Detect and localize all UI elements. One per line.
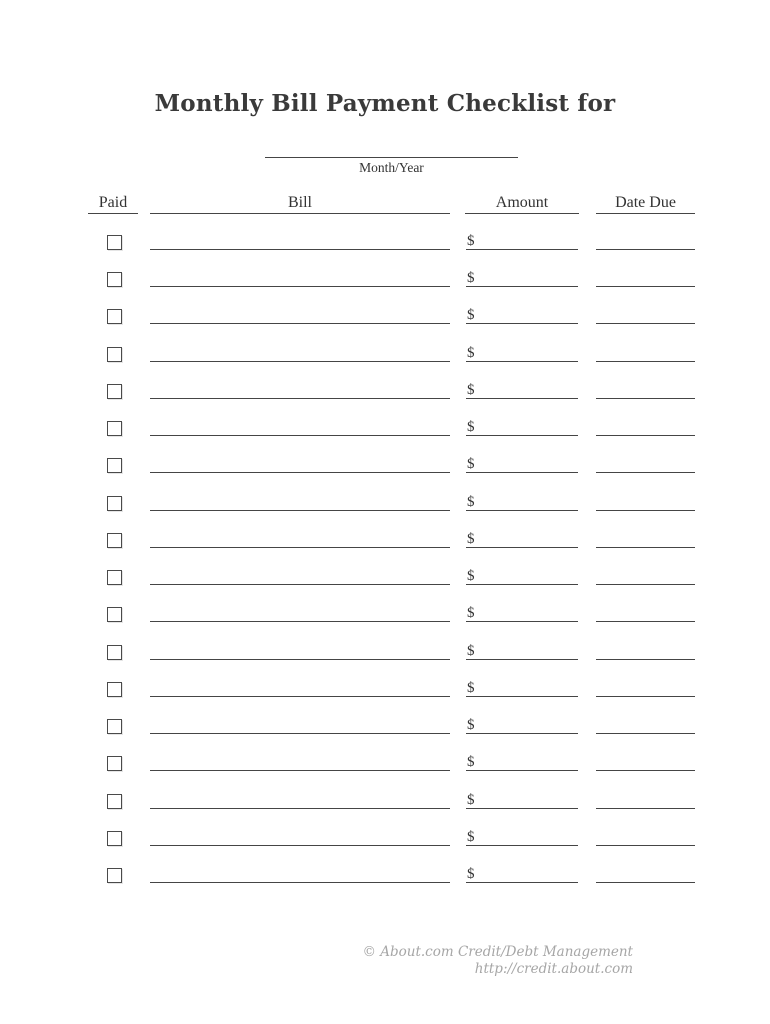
month-year-section	[265, 136, 518, 176]
paid-checkbox[interactable]	[107, 309, 122, 324]
date-due-field[interactable]	[596, 791, 695, 809]
date-due-field[interactable]	[596, 716, 695, 734]
dollar-sign: $	[467, 791, 475, 808]
paid-checkbox[interactable]	[107, 756, 122, 771]
date-due-field[interactable]	[596, 865, 695, 883]
dollar-sign: $	[467, 344, 475, 361]
bill-field[interactable]	[150, 344, 450, 362]
dollar-sign: $	[467, 679, 475, 696]
bill-row	[0, 231, 770, 250]
amount-field[interactable]	[466, 642, 578, 660]
date-due-field[interactable]	[596, 828, 695, 846]
bill-field[interactable]	[150, 716, 450, 734]
paid-checkbox[interactable]	[107, 496, 122, 511]
date-due-field[interactable]	[596, 381, 695, 399]
bill-row	[0, 305, 770, 324]
footer	[362, 944, 633, 977]
amount-field[interactable]	[466, 791, 578, 809]
dollar-sign: $	[467, 530, 475, 547]
bill-field[interactable]	[150, 679, 450, 697]
amount-field[interactable]	[466, 455, 578, 473]
dollar-sign: $	[467, 381, 475, 398]
bill-row	[0, 678, 770, 697]
bill-row	[0, 790, 770, 809]
bill-row	[0, 417, 770, 436]
dollar-sign: $	[467, 568, 475, 585]
bill-field[interactable]	[150, 418, 450, 436]
paid-checkbox[interactable]	[107, 570, 122, 585]
dollar-sign: $	[467, 493, 475, 510]
dollar-sign: $	[467, 865, 475, 882]
table-header	[0, 193, 770, 214]
paid-checkbox[interactable]	[107, 384, 122, 399]
bill-field[interactable]	[150, 530, 450, 548]
date-due-field[interactable]	[596, 753, 695, 771]
dollar-sign: $	[467, 605, 475, 622]
paid-checkbox[interactable]	[107, 794, 122, 809]
dollar-sign: $	[467, 419, 475, 436]
paid-checkbox[interactable]	[107, 458, 122, 473]
bill-row	[0, 715, 770, 734]
header-paid: Paid	[88, 193, 138, 214]
bill-row	[0, 864, 770, 883]
amount-field[interactable]	[466, 493, 578, 511]
dollar-sign: $	[467, 717, 475, 734]
header-amount: Amount	[465, 193, 579, 214]
date-due-field[interactable]	[596, 269, 695, 287]
bill-field[interactable]	[150, 604, 450, 622]
dollar-sign: $	[467, 456, 475, 473]
amount-field[interactable]	[466, 828, 578, 846]
date-due-field[interactable]	[596, 530, 695, 548]
page-title: Monthly Bill Payment Checklist for	[154, 90, 616, 117]
bill-row	[0, 380, 770, 399]
date-due-field[interactable]	[596, 455, 695, 473]
header-date-due: Date Due	[596, 193, 695, 214]
paid-checkbox[interactable]	[107, 347, 122, 362]
bill-field[interactable]	[150, 381, 450, 399]
bill-field[interactable]	[150, 828, 450, 846]
dollar-sign: $	[467, 233, 475, 249]
date-due-field[interactable]	[596, 567, 695, 585]
dollar-sign: $	[467, 270, 475, 287]
bill-row	[0, 566, 770, 585]
paid-checkbox[interactable]	[107, 235, 122, 250]
date-due-field[interactable]	[596, 232, 695, 250]
footer-url: http://credit.about.com	[474, 960, 633, 977]
bill-row	[0, 603, 770, 622]
amount-field[interactable]	[466, 865, 578, 883]
bill-field[interactable]	[150, 269, 450, 287]
footer-credit: © About.com Credit/Debt Management	[362, 944, 633, 960]
amount-field[interactable]	[466, 306, 578, 324]
paid-checkbox[interactable]	[107, 719, 122, 734]
bill-field[interactable]	[150, 455, 450, 473]
date-due-field[interactable]	[596, 604, 695, 622]
paid-checkbox[interactable]	[107, 645, 122, 660]
bill-row	[0, 454, 770, 473]
bill-field[interactable]	[150, 493, 450, 511]
amount-field[interactable]	[466, 530, 578, 548]
dollar-sign: $	[467, 307, 475, 324]
bill-field[interactable]	[150, 232, 450, 250]
paid-checkbox[interactable]	[107, 421, 122, 436]
bill-field[interactable]	[150, 865, 450, 883]
bill-field[interactable]	[150, 306, 450, 324]
amount-field[interactable]	[466, 418, 578, 436]
date-due-field[interactable]	[596, 679, 695, 697]
month-year-label: Month/Year	[359, 160, 424, 175]
bill-field[interactable]	[150, 642, 450, 660]
paid-checkbox[interactable]	[107, 831, 122, 846]
bill-field[interactable]	[150, 791, 450, 809]
header-bill: Bill	[150, 193, 450, 214]
month-year-field[interactable]	[265, 136, 518, 158]
date-due-field[interactable]	[596, 344, 695, 362]
bill-row	[0, 529, 770, 548]
amount-field[interactable]	[466, 604, 578, 622]
dollar-sign: $	[467, 754, 475, 771]
amount-field[interactable]	[466, 716, 578, 734]
paid-checkbox[interactable]	[107, 533, 122, 548]
bill-row	[0, 268, 770, 287]
paid-checkbox[interactable]	[107, 868, 122, 883]
amount-field[interactable]	[466, 269, 578, 287]
bill-row	[0, 752, 770, 771]
date-due-field[interactable]	[596, 306, 695, 324]
amount-field[interactable]	[466, 344, 578, 362]
amount-field[interactable]	[466, 567, 578, 585]
bill-row	[0, 343, 770, 362]
paid-checkbox[interactable]	[107, 682, 122, 697]
bill-row	[0, 492, 770, 511]
date-due-field[interactable]	[596, 418, 695, 436]
date-due-field[interactable]	[596, 493, 695, 511]
amount-field[interactable]	[466, 232, 578, 250]
bill-field[interactable]	[150, 567, 450, 585]
bill-row	[0, 641, 770, 660]
paid-checkbox[interactable]	[107, 607, 122, 622]
paid-checkbox[interactable]	[107, 272, 122, 287]
bill-row	[0, 827, 770, 846]
dollar-sign: $	[467, 642, 475, 659]
bill-field[interactable]	[150, 753, 450, 771]
amount-field[interactable]	[466, 381, 578, 399]
date-due-field[interactable]	[596, 642, 695, 660]
amount-field[interactable]	[466, 753, 578, 771]
amount-field[interactable]	[466, 679, 578, 697]
dollar-sign: $	[467, 828, 475, 845]
